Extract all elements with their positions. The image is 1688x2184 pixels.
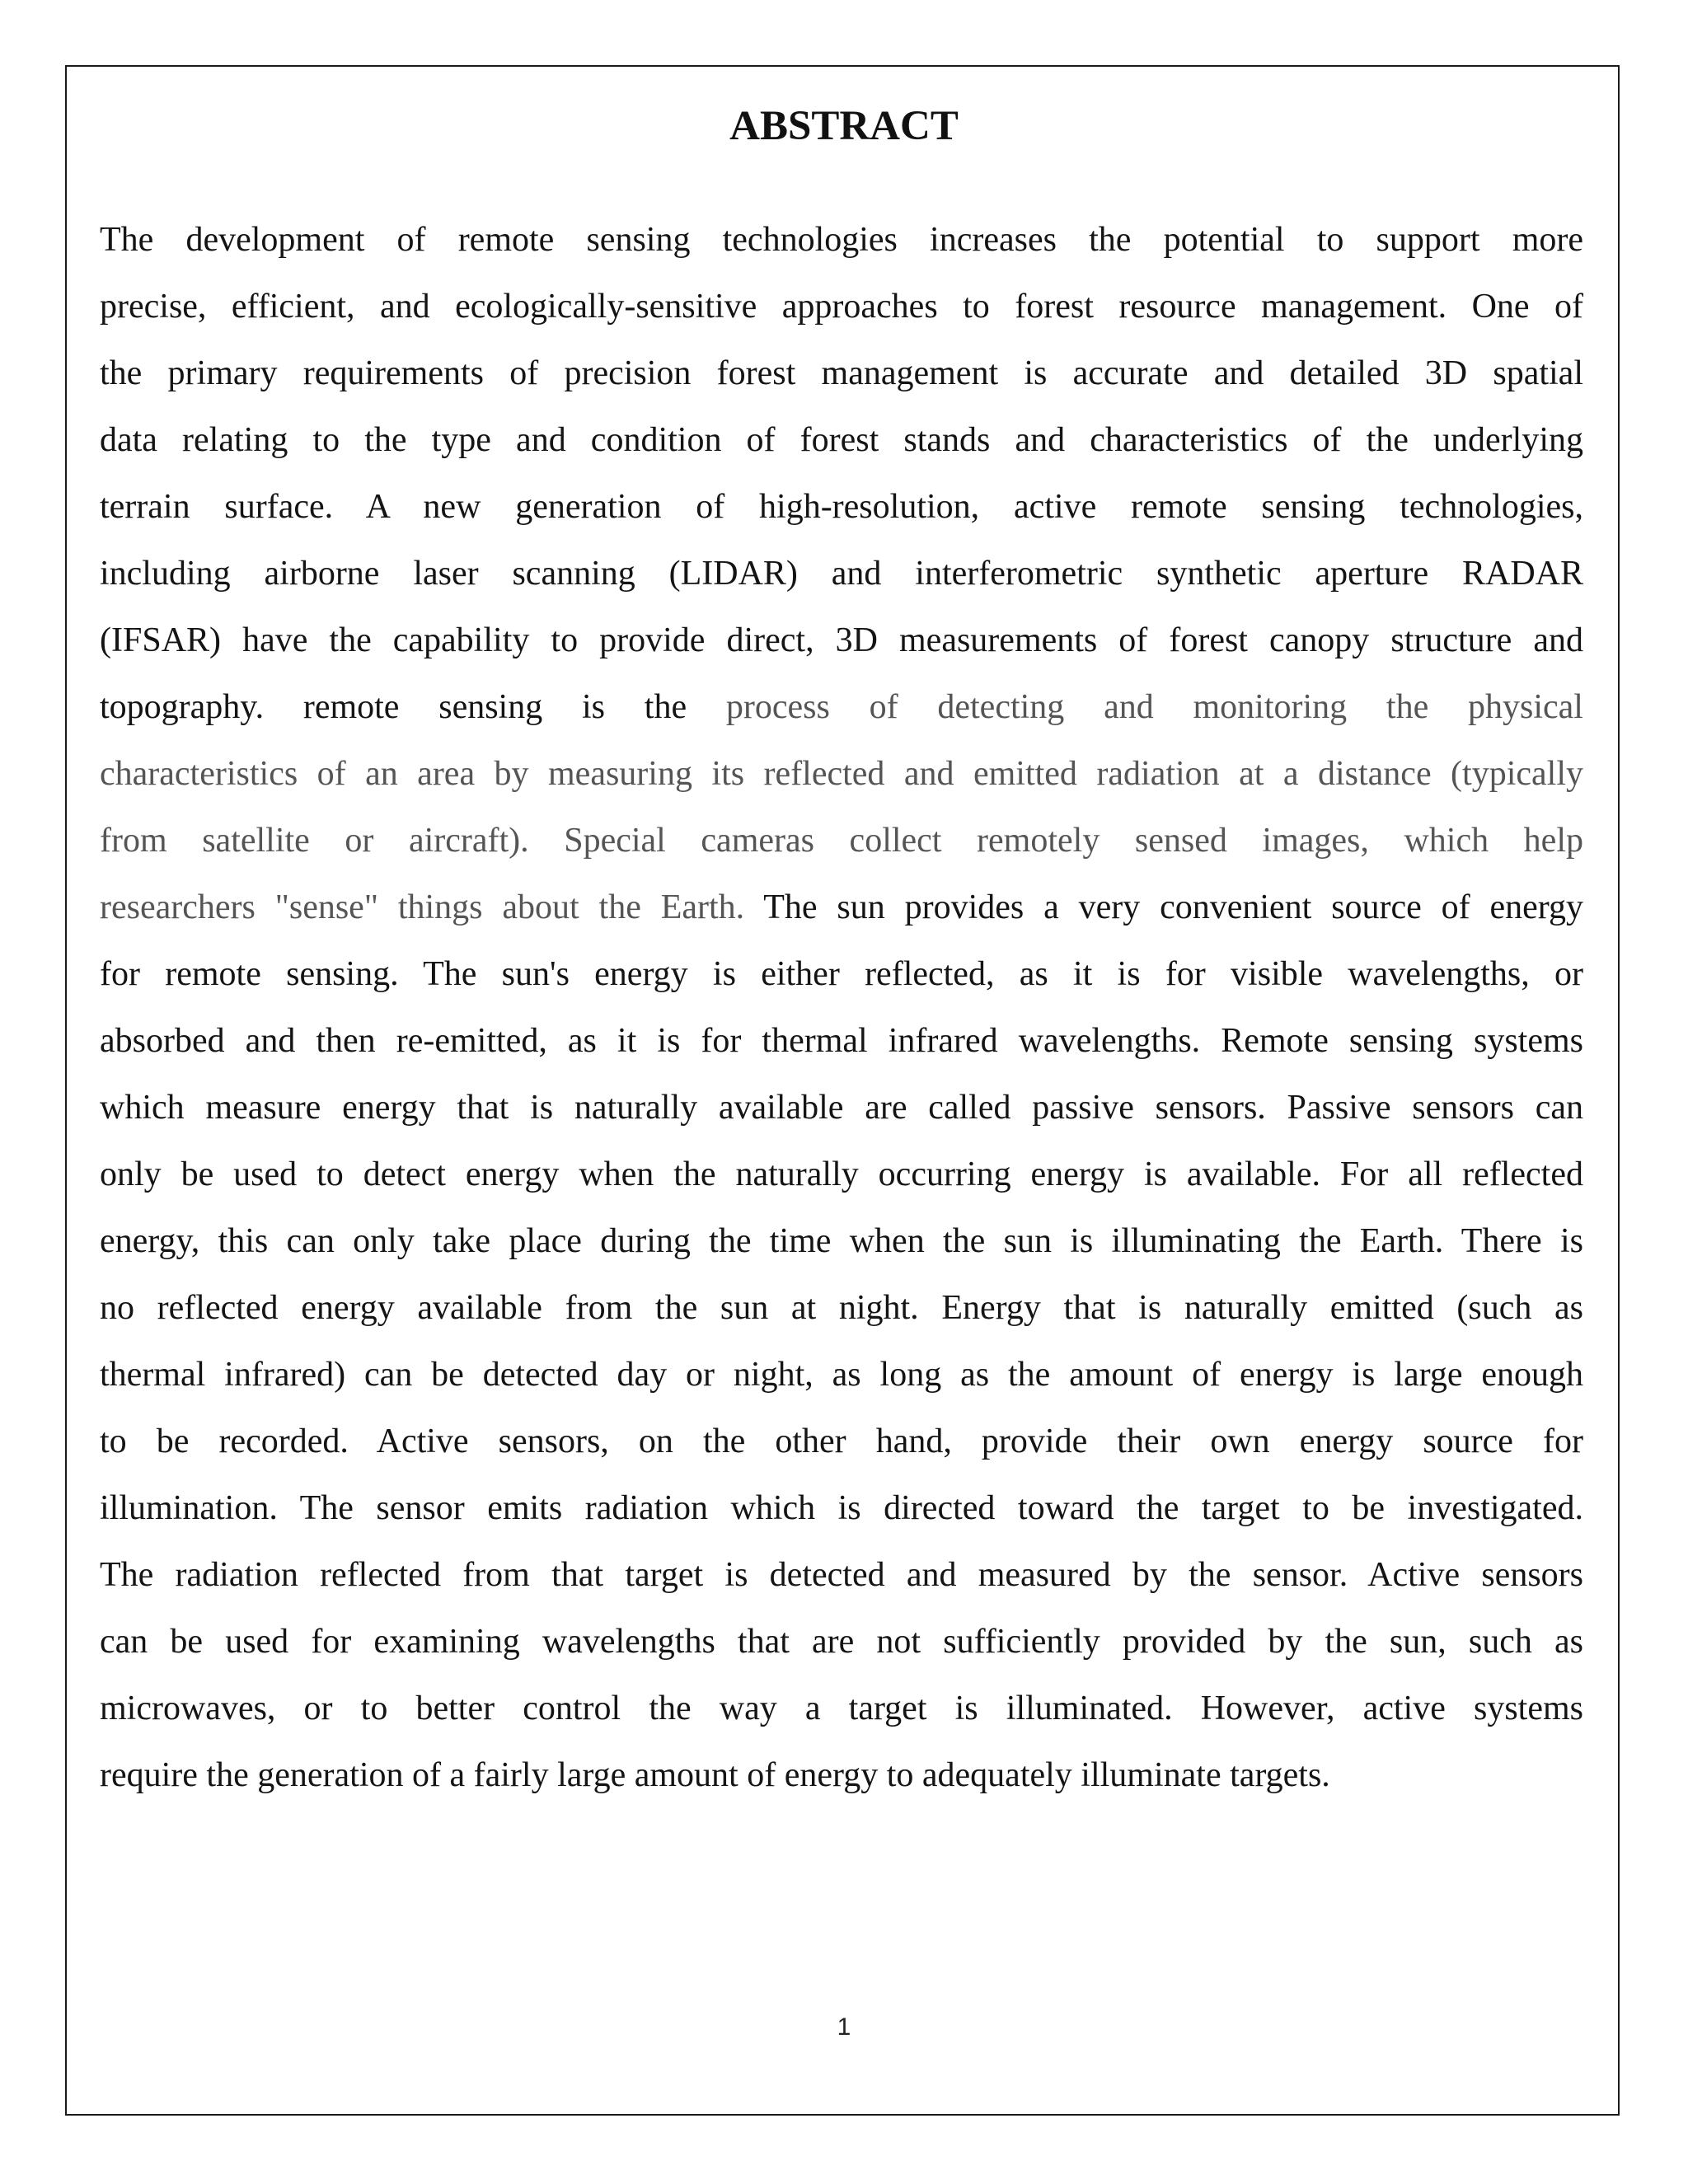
abstract-line [100, 1542, 1583, 1609]
quoted-text-segment: from satellite or aircraft). Special cameras collect remotely sensed images, which help [100, 822, 1583, 860]
abstract-line [100, 1208, 1583, 1275]
abstract-line [100, 808, 1583, 874]
abstract-line [100, 541, 1583, 607]
abstract-line [100, 1008, 1583, 1075]
text-segment: precise, efficient, and ecologically-sensitive approaches to forest resource management. One of [100, 288, 1583, 326]
abstract-line [100, 741, 1583, 808]
text-segment: only be used to detect energy when the naturally occurring energy is available. For all reflected [100, 1155, 1583, 1193]
abstract-line [100, 1141, 1583, 1208]
abstract-line [100, 674, 1583, 741]
quoted-text-segment: characteristics of an area by measuring its reflected and emitted radiation at a distance (typically [100, 755, 1583, 793]
abstract-line [100, 941, 1583, 1008]
text-segment: energy, this can only take place during the time when the sun is illuminating the Earth. There is [100, 1222, 1583, 1260]
text-segment: (IFSAR) have the capability to provide direct, 3D measurements of forest canopy structure and [100, 621, 1583, 659]
page-title: ABSTRACT [729, 103, 959, 149]
quoted-text-segment: process of detecting and monitoring the physical [725, 688, 1583, 726]
abstract-line [100, 1609, 1583, 1675]
text-segment: microwaves, or to better control the way a target is illuminated. However, active systems [100, 1690, 1583, 1727]
text-segment: which measure energy that is naturally available are called passive sensors. Passive sensors can [100, 1089, 1583, 1127]
text-segment: no reflected energy available from the sun at night. Energy that is naturally emitted (such as [100, 1289, 1583, 1327]
text-segment: the primary requirements of precision forest management is accurate and detailed 3D spatial [100, 354, 1583, 392]
abstract-line [100, 1275, 1583, 1342]
page-number: 1 [837, 2013, 851, 2041]
abstract-line [100, 1742, 1583, 1809]
abstract-line [100, 1075, 1583, 1141]
abstract-line [100, 1342, 1583, 1408]
text-segment: terrain surface. A new generation of high-resolution, active remote sensing technologies, [100, 488, 1583, 526]
text-segment: illumination. The sensor emits radiation which is directed toward the target to be investigated. [100, 1489, 1583, 1527]
abstract-line [100, 1408, 1583, 1475]
abstract-line [100, 1475, 1583, 1542]
abstract-line [100, 407, 1583, 474]
text-segment: The radiation reflected from that target is detected and measured by the sensor. Active sensors [100, 1556, 1583, 1594]
abstract-line [100, 340, 1583, 407]
text-segment: including airborne laser scanning (LIDAR) and interferometric synthetic aperture RADAR [100, 555, 1583, 593]
quoted-text-segment: researchers "sense" things about the Earth. [100, 888, 745, 926]
text-segment: can be used for examining wavelengths that are not sufficiently provided by the sun, such as [100, 1623, 1583, 1661]
text-segment: The development of remote sensing technologies increases the potential to support more [100, 221, 1583, 259]
text-segment: The sun provides a very convenient source of energy [744, 888, 1584, 926]
text-segment: for remote sensing. The sun's energy is either reflected, as it is for visible wavelengths, or [100, 955, 1583, 993]
text-segment: to be recorded. Active sensors, on the other hand, provide their own energy source for [100, 1422, 1583, 1460]
abstract-line [100, 1675, 1583, 1742]
abstract-line [100, 607, 1583, 674]
text-segment: topography. remote sensing is the [100, 688, 726, 726]
abstract-line [100, 274, 1583, 340]
abstract-line [100, 474, 1583, 541]
text-segment: data relating to the type and condition of forest stands and characteristics of the underlying [100, 421, 1583, 459]
text-segment: require the generation of a fairly large amount of energy to adequately illuminate targets. [100, 1756, 1330, 1794]
abstract-line [100, 207, 1583, 274]
abstract-body [100, 207, 1583, 1809]
abstract-line [100, 874, 1583, 941]
text-segment: absorbed and then re-emitted, as it is for thermal infrared wavelengths. Remote sensing systems [100, 1022, 1583, 1060]
text-segment: thermal infrared) can be detected day or night, as long as the amount of energy is large enough [100, 1356, 1583, 1394]
